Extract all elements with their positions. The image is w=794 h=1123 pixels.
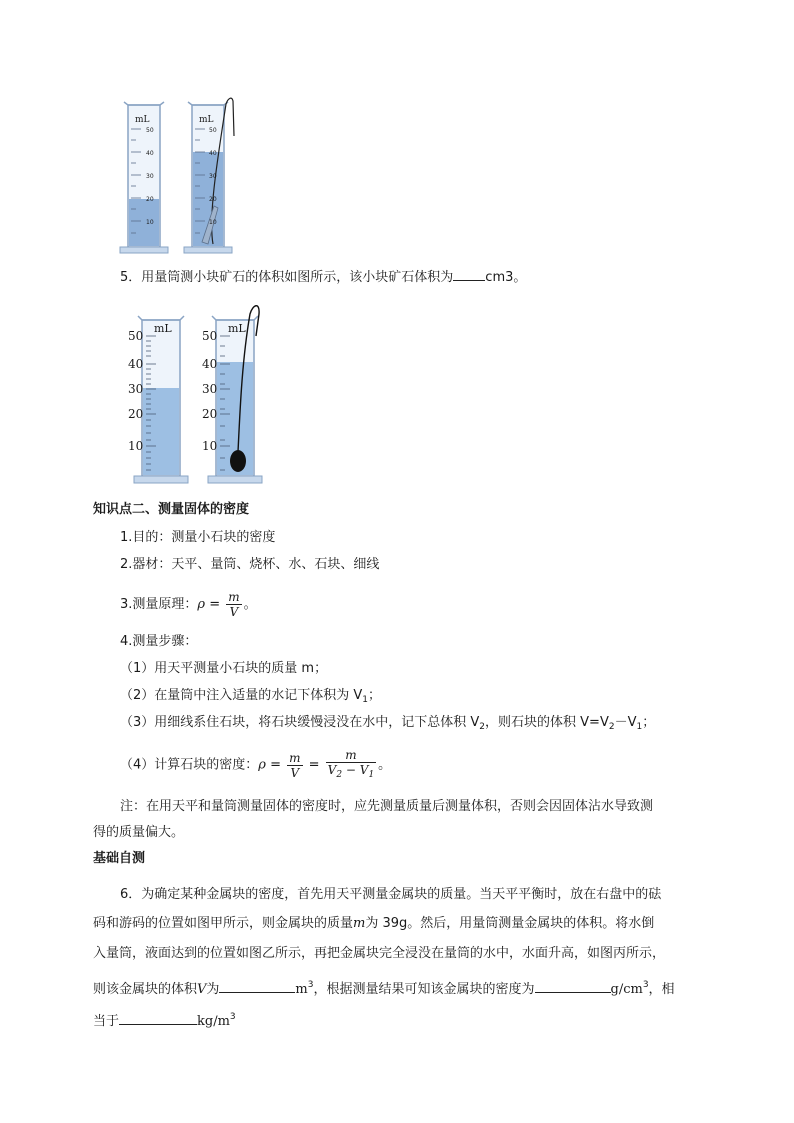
step-4-numerator-2: m (326, 748, 377, 763)
q6-volume-unit-sup: 3 (307, 980, 314, 990)
q6-line4-text-a: 则该金属块的体积 (93, 982, 198, 997)
section-title-knowledge-2: 知识点二、测量固体的密度 (93, 502, 250, 517)
step-4-equals-1: = (265, 757, 286, 773)
cylinder-b-unit: mL (199, 115, 214, 125)
question-6-line-5 (93, 1007, 236, 1032)
principle-end: 。 (243, 597, 257, 612)
step-3-text-b: ，则石块的体积 V=V (485, 715, 609, 730)
step-4-denominator-1: V (290, 765, 300, 780)
stone-icon (230, 450, 246, 472)
cylinder-a-tick-40: 40 (146, 150, 154, 157)
figure-1-graduated-cylinders (118, 96, 248, 258)
cylinder-a-unit: mL (135, 115, 150, 125)
question-6-line-2 (93, 914, 654, 934)
figure-2-cylinders-with-stone (122, 300, 272, 486)
cylinder-c-tick-20: 20 (128, 407, 144, 421)
step-4-rho: ρ (258, 757, 266, 773)
step-2-end: ； (368, 688, 382, 703)
step-3-sub-2: 2 (608, 722, 615, 732)
step-4 (120, 748, 391, 782)
cylinder-d-tick-30: 30 (202, 382, 218, 396)
steps-label: 4.测量步骤： (120, 634, 198, 649)
cylinder-b-tick-40: 40 (209, 150, 217, 157)
cylinder-d-unit: mL (228, 322, 246, 335)
question-6-line-3: 入量筒，液面达到的位置如图乙所示，再把金属块完全浸没在量筒的水中，水面升高，如图丙所示， (93, 946, 666, 961)
principle-fraction (226, 590, 241, 619)
question-5-number: 5． (120, 270, 142, 285)
principle-numerator: m (228, 590, 240, 604)
note-line-1: 注：在用天平和量筒测量固体的密度时，应先测量质量后测量体积，否则会因固体沾水导致测 (120, 799, 654, 814)
cylinder-d-tick-50: 50 (202, 329, 218, 343)
step-4-equals-2: = (304, 757, 324, 773)
q6-volume-unit: m (295, 982, 308, 997)
den-v2: V (327, 763, 337, 777)
q6-density-unit: g/cm (610, 982, 643, 997)
q6-volume-symbol: V (197, 982, 207, 997)
cylinder-a-tick-20: 20 (146, 196, 154, 203)
question-5-unit: cm3。 (485, 270, 527, 285)
principle-equals: = (205, 597, 225, 612)
q6-line2-text-b: 为 39g。然后，用量筒测量金属块的体积。将水倒 (365, 916, 655, 931)
cylinder-c-tick-40: 40 (128, 357, 144, 371)
question-5-text: 用量筒测小块矿石的体积如图所示，该小块矿石体积为 (141, 270, 454, 285)
question-6-line-1: 6．为确定某种金属块的密度，首先用天平测量金属块的质量。当天平平衡时，放在右盘中的砝 (120, 887, 662, 902)
cylinder-b-tick-10: 10 (209, 219, 217, 226)
den-minus-v1: − V (342, 763, 369, 777)
step-3-sub-1: 2 (479, 722, 486, 732)
cylinder-d-tick-10: 10 (202, 439, 218, 453)
q6-line4-text-b: 为 (206, 982, 220, 997)
step-4-end: 。 (378, 757, 392, 773)
question-5 (120, 268, 526, 288)
principle-line (120, 590, 257, 619)
q6-volume-answer-blank[interactable] (219, 992, 295, 993)
step-3-sub-3: 1 (636, 722, 643, 732)
principle-label: 3.测量原理： (120, 597, 198, 612)
principle-rho: ρ (197, 597, 206, 612)
cylinder-a-tick-30: 30 (146, 173, 154, 180)
q6-kgm3-unit-sup: 3 (229, 1012, 236, 1022)
step-4-label: （4）计算石块的密度： (120, 757, 259, 773)
step-3 (120, 713, 655, 737)
den-sub-1: 1 (368, 770, 375, 780)
q6-line4-text-c: ，根据测量结果可知该金属块的密度为 (313, 982, 535, 997)
step-4-fraction-1 (287, 751, 302, 780)
cylinder-d-tick-40: 40 (202, 357, 218, 371)
cylinder-d-tick-20: 20 (202, 407, 218, 421)
den-sub-2: 2 (336, 770, 343, 780)
cylinder-b-tick-30: 30 (209, 173, 217, 180)
cylinder-c-tick-30: 30 (128, 382, 144, 396)
equipment-line: 2.器材：天平、量筒、烧杯、水、石块、细线 (120, 557, 380, 572)
step-2-subscript: 1 (362, 695, 369, 705)
step-3-text-c: －V (614, 715, 637, 730)
q6-kgm3-answer-blank[interactable] (119, 1024, 197, 1025)
note-line-2: 得的质量偏大。 (93, 825, 185, 840)
step-4-fraction-2 (326, 748, 377, 782)
step-1: （1）用天平测量小石块的质量 m； (120, 661, 328, 676)
q6-line4-text-d: ，相 (648, 982, 675, 997)
step-3-end: ； (642, 715, 656, 730)
q6-kgm3-unit: kg/m (197, 1014, 230, 1029)
step-3-text-a: （3）用细线系住石块，将石块缓慢浸没在水中，记下总体积 V (120, 715, 480, 730)
cylinder-c-tick-10: 10 (128, 439, 144, 453)
question-6-line-4 (93, 975, 675, 1000)
cylinder-a-tick-50: 50 (146, 127, 154, 134)
step-2 (120, 686, 381, 710)
step-4-numerator-1: m (289, 750, 301, 765)
principle-denominator: V (229, 605, 239, 619)
q6-line5-text: 当于 (93, 1014, 120, 1029)
section-title-basic-self-test: 基础自测 (93, 851, 146, 866)
q6-line2-text-a: 码和游码的位置如图甲所示，则金属块的质量 (93, 916, 354, 931)
q6-mass-symbol: m (353, 916, 366, 931)
q6-density-unit-sup: 3 (642, 980, 649, 990)
cylinder-c-unit: mL (154, 322, 172, 335)
step-2-text: （2）在量筒中注入适量的水记下体积为 V (120, 688, 363, 703)
cylinder-b-tick-20: 20 (209, 196, 217, 203)
step-4-denominator-2 (326, 763, 377, 782)
question-5-answer-blank[interactable] (453, 280, 485, 281)
cylinder-c-tick-50: 50 (128, 329, 144, 343)
cylinder-b-tick-50: 50 (209, 127, 217, 134)
cylinder-a-tick-10: 10 (146, 219, 154, 226)
q6-density-answer-blank[interactable] (535, 992, 611, 993)
purpose-line: 1.目的：测量小石块的密度 (120, 530, 276, 545)
